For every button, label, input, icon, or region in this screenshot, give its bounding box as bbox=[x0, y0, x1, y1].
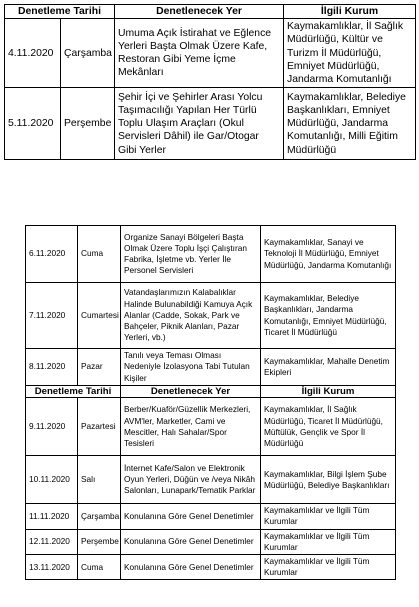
row-day: Salı bbox=[78, 456, 121, 504]
inspection-table-top bbox=[4, 4, 416, 160]
row-day: Çarşamba bbox=[61, 19, 115, 88]
table-row bbox=[26, 456, 396, 504]
row-day: Pazar bbox=[78, 349, 121, 386]
row-agency: Kaymakamlıklar ve İlgili Tüm Kurumlar bbox=[261, 529, 396, 554]
table-row bbox=[5, 88, 416, 160]
row-place: Umuma Açık İstirahat ve Eğlence Yerleri Başta Olmak Üzere Kafe, Restoran Gibi Yeme İçme Mekânları bbox=[115, 19, 284, 88]
row-agency: Kaymakamlıklar ve İlgili Tüm Kurumlar bbox=[261, 555, 396, 580]
row-place: Konulanına Göre Genel Denetimler bbox=[121, 504, 261, 529]
row-day: Pazartesi bbox=[78, 398, 121, 456]
row-place: Şehir İçi ve Şehirler Arası Yolcu Taşımacılığı Yapılan Her Türlü Toplu Ulaşım Araçları (Okul Servisleri Dâhil) ile Gar/Otogar Gibi Yerler bbox=[115, 88, 284, 160]
row-date: 4.11.2020 bbox=[5, 19, 61, 88]
table-row bbox=[5, 19, 416, 88]
header-place: Denetlenecek Yer bbox=[115, 5, 284, 19]
table-row bbox=[26, 529, 396, 554]
row-date: 6.11.2020 bbox=[26, 226, 78, 283]
header-agency: İlgili Kurum bbox=[261, 386, 396, 398]
row-agency: Kaymakamlıklar, Belediye Başkanlıkları, Jandarma Komutanlığı, Emniyet Müdürlüğü, Ticaret İl Müdürlüğü bbox=[261, 283, 396, 349]
table-header-row bbox=[26, 386, 396, 398]
inspection-table-bottom bbox=[25, 225, 396, 580]
row-agency: Kaymakamlıklar, Mahalle Denetim Ekipleri bbox=[261, 349, 396, 386]
row-date: 10.11.2020 bbox=[26, 456, 78, 504]
header-date: Denetleme Tarihi bbox=[5, 5, 115, 19]
header-place: Denetlenecek Yer bbox=[121, 386, 261, 398]
row-agency: Kaymakamlıklar ve İlgili Tüm Kurumlar bbox=[261, 504, 396, 529]
table-row bbox=[26, 283, 396, 349]
row-date: 11.11.2020 bbox=[26, 504, 78, 529]
row-agency: Kaymakamlıklar, Bilgi İşlem Şube Müdürlüğü, Belediye Başkanlıkları bbox=[261, 456, 396, 504]
row-date: 13.11.2020 bbox=[26, 555, 78, 580]
row-place: Konulanına Göre Genel Denetimler bbox=[121, 555, 261, 580]
row-place: Berber/Kuaför/Güzellik Merkezleri, AVM'ler, Marketler, Cami ve Mescitler, Halı Sahalar/Spor Tesisleri bbox=[121, 398, 261, 456]
row-day: Cuma bbox=[78, 226, 121, 283]
row-agency: Kaymakamlıklar, İl Sağlık Müdürlüğü, Kültür ve Turizm İl Müdürlüğü, Emniyet Müdürlüğü, Jandarma Komutanlığı bbox=[284, 19, 416, 88]
row-agency: Kaymakamlıklar, İl Sağlık Müdürlüğü, Ticaret İl Müdürlüğü, Müftülük, Gençlik ve Spor İl Müdürlüğü bbox=[261, 398, 396, 456]
row-place: Tanılı veya Teması Olması Nedeniyle İzolasyona Tabi Tutulan Kişiler bbox=[121, 349, 261, 386]
header-date: Denetleme Tarihi bbox=[26, 386, 121, 398]
row-date: 8.11.2020 bbox=[26, 349, 78, 386]
row-date: 7.11.2020 bbox=[26, 283, 78, 349]
row-date: 9.11.2020 bbox=[26, 398, 78, 456]
row-place: İnternet Kafe/Salon ve Elektronik Oyun Yerleri, Düğün ve /veya Nikâh Salonları, Lunapark/Tematik Parklar bbox=[121, 456, 261, 504]
row-place: Konulanına Göre Genel Denetimler bbox=[121, 529, 261, 554]
table-row bbox=[26, 504, 396, 529]
row-day: Perşembe bbox=[78, 529, 121, 554]
table-row bbox=[26, 555, 396, 580]
table-row bbox=[26, 226, 396, 283]
row-day: Cumartesi bbox=[78, 283, 121, 349]
table-row bbox=[26, 398, 396, 456]
row-place: Vatandaşlarımızın Kalabalıklar Halinde Bulunabildiği Kamuya Açık Alanlar (Cadde, Sokak, Park ve Bahçeler, Piknik Alanları, Pazar Yerleri, vb.) bbox=[121, 283, 261, 349]
row-day: Cuma bbox=[78, 555, 121, 580]
row-date: 5.11.2020 bbox=[5, 88, 61, 160]
row-date: 12.11.2020 bbox=[26, 529, 78, 554]
row-agency: Kaymakamlıklar, Sanayi ve Teknoloji İl Müdürlüğü, Emniyet Müdürlüğü, Jandarma Komutanlığı bbox=[261, 226, 396, 283]
table-row bbox=[26, 349, 396, 386]
row-day: Perşembe bbox=[61, 88, 115, 160]
row-place: Organize Sanayi Bölgeleri Başta Olmak Üzere Toplu İşçi Çalıştıran Fabrika, İşletme vb. Yerler İle Personel Servisleri bbox=[121, 226, 261, 283]
row-day: Çarşamba bbox=[78, 504, 121, 529]
table-header-row bbox=[5, 5, 416, 19]
header-agency: İlgili Kurum bbox=[284, 5, 416, 19]
row-agency: Kaymakamlıklar, Belediye Başkanlıkları, Emniyet Müdürlüğü, Jandarma Komutanlığı, Milli Eğitim Müdürlüğü bbox=[284, 88, 416, 160]
